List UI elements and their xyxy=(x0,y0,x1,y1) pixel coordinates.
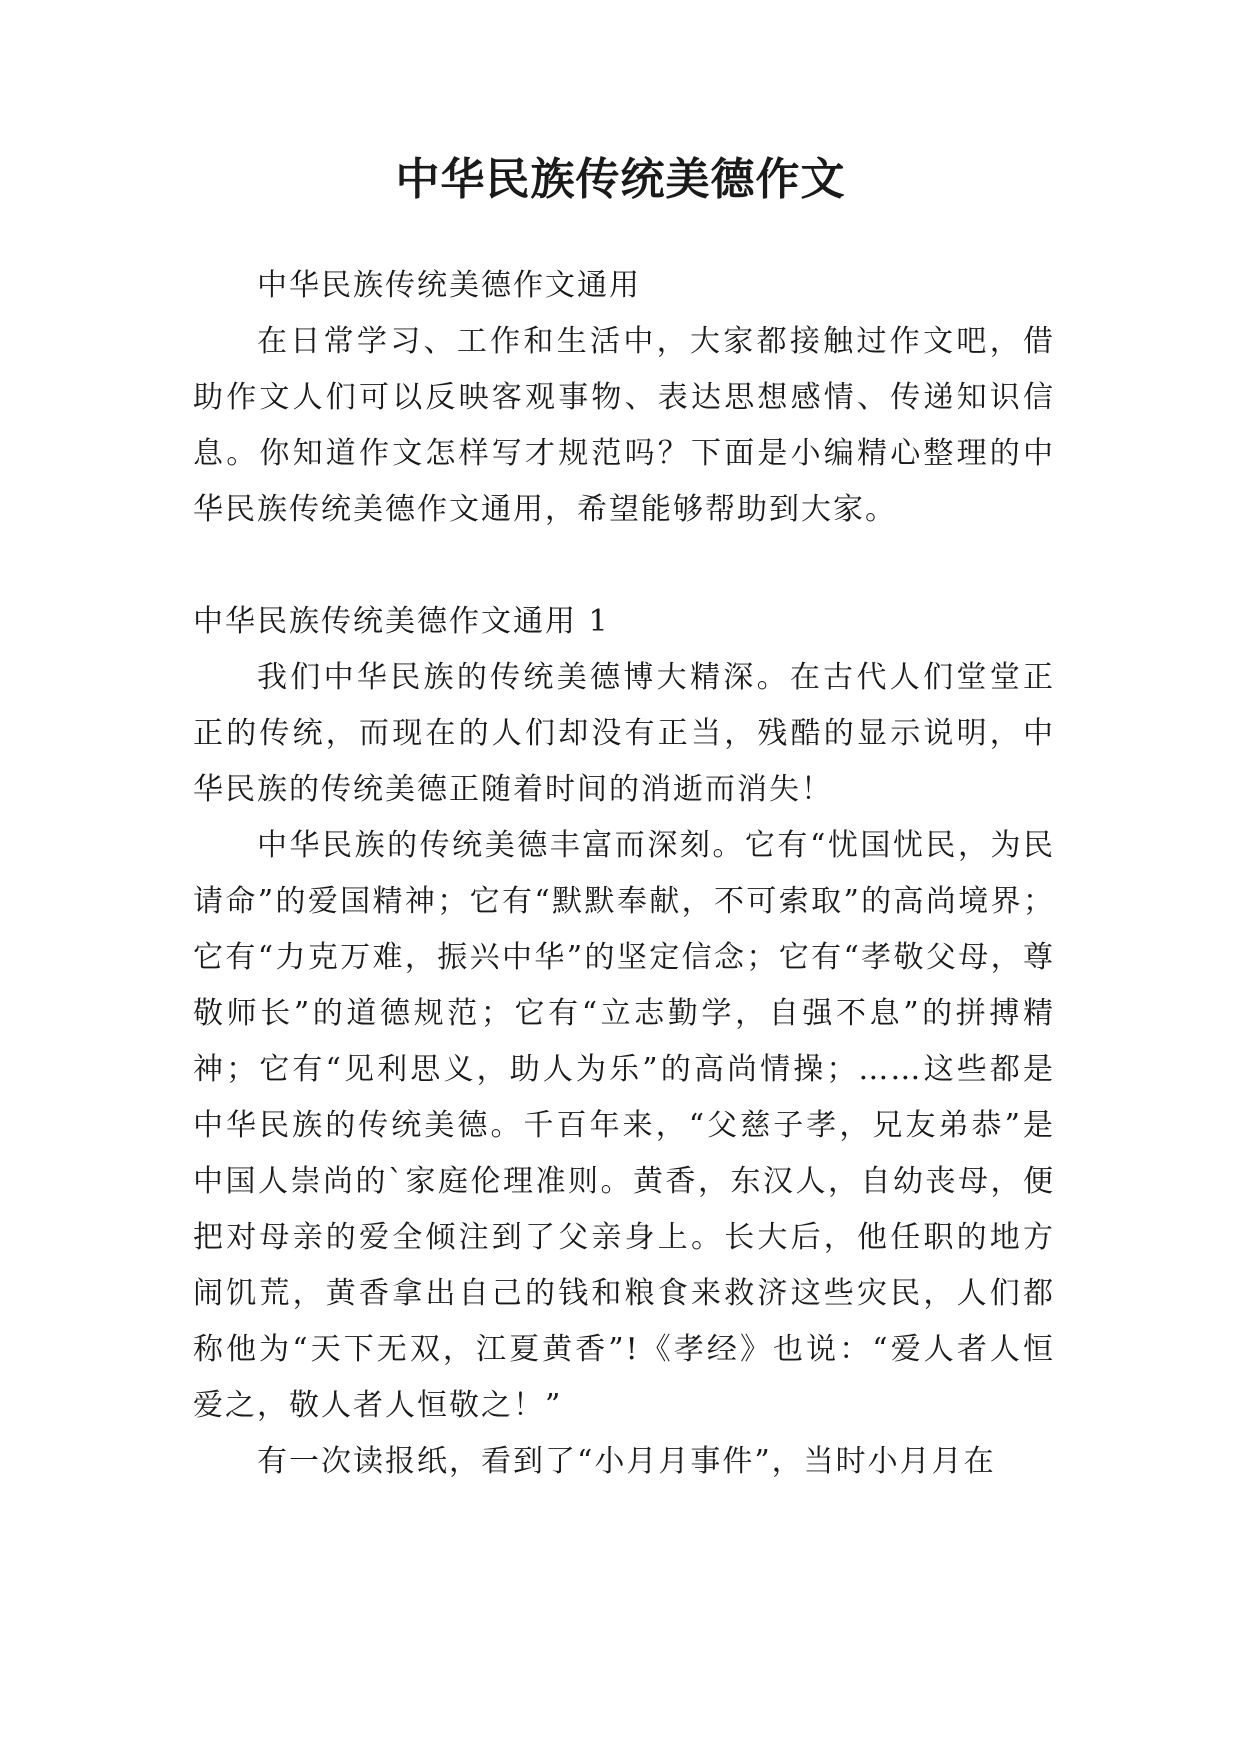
intro-paragraph: 在日常学习、工作和生活中，大家都接触过作文吧，借助作文人们可以反映客观事物、表达思想感情、传递知识信息。你知道作文怎样写才规范吗？下面是小编精心整理的中华民族传统美德作文通用，希望能够帮助到大家。 xyxy=(193,324,1055,527)
document-body xyxy=(193,258,1055,1490)
body-paragraph-2: 中华民族的传统美德丰富而深刻。它有“忧国忧民，为民请命”的爱国精神；它有“默默奉献，不可索取”的高尚境界；它有“力克万难，振兴中华”的坚定信念；它有“孝敬父母，尊敬师长”的道德规范；它有“立志勤学，自强不息”的拼搏精神；它有“见利思义，助人为乐”的高尚情操；……这些都是中华民族的传统美德。千百年来，“父慈子孝，兄友弟恭”是中国人崇尚的`家庭伦理准则。黄香，东汉人，自幼丧母，便把对母亲的爱全倾注到了父亲身上。长大后，他任职的地方闹饥荒，黄香拿出自己的钱和粮食来救济这些灾民，人们都称他为“天下无双，江夏黄香”!《孝经》也说：“爱人者人恒爱之，敬人者人恒敬之！” xyxy=(193,828,1055,1423)
paragraph-spacer xyxy=(193,538,1055,594)
body-paragraph-1: 我们中华民族的传统美德博大精深。在古代人们堂堂正正的传统，而现在的人们却没有正当，残酷的显示说明，中华民族的传统美德正随着时间的消逝而消失！ xyxy=(193,660,1055,807)
document-title: 中华民族传统美德作文 xyxy=(395,154,846,205)
document-subtitle: 中华民族传统美德作文通用 xyxy=(257,268,641,303)
section-heading: 中华民族传统美德作文通用 1 xyxy=(193,604,610,639)
body-paragraph-3: 有一次读报纸，看到了“小月月事件”，当时小月月在 xyxy=(257,1444,996,1479)
